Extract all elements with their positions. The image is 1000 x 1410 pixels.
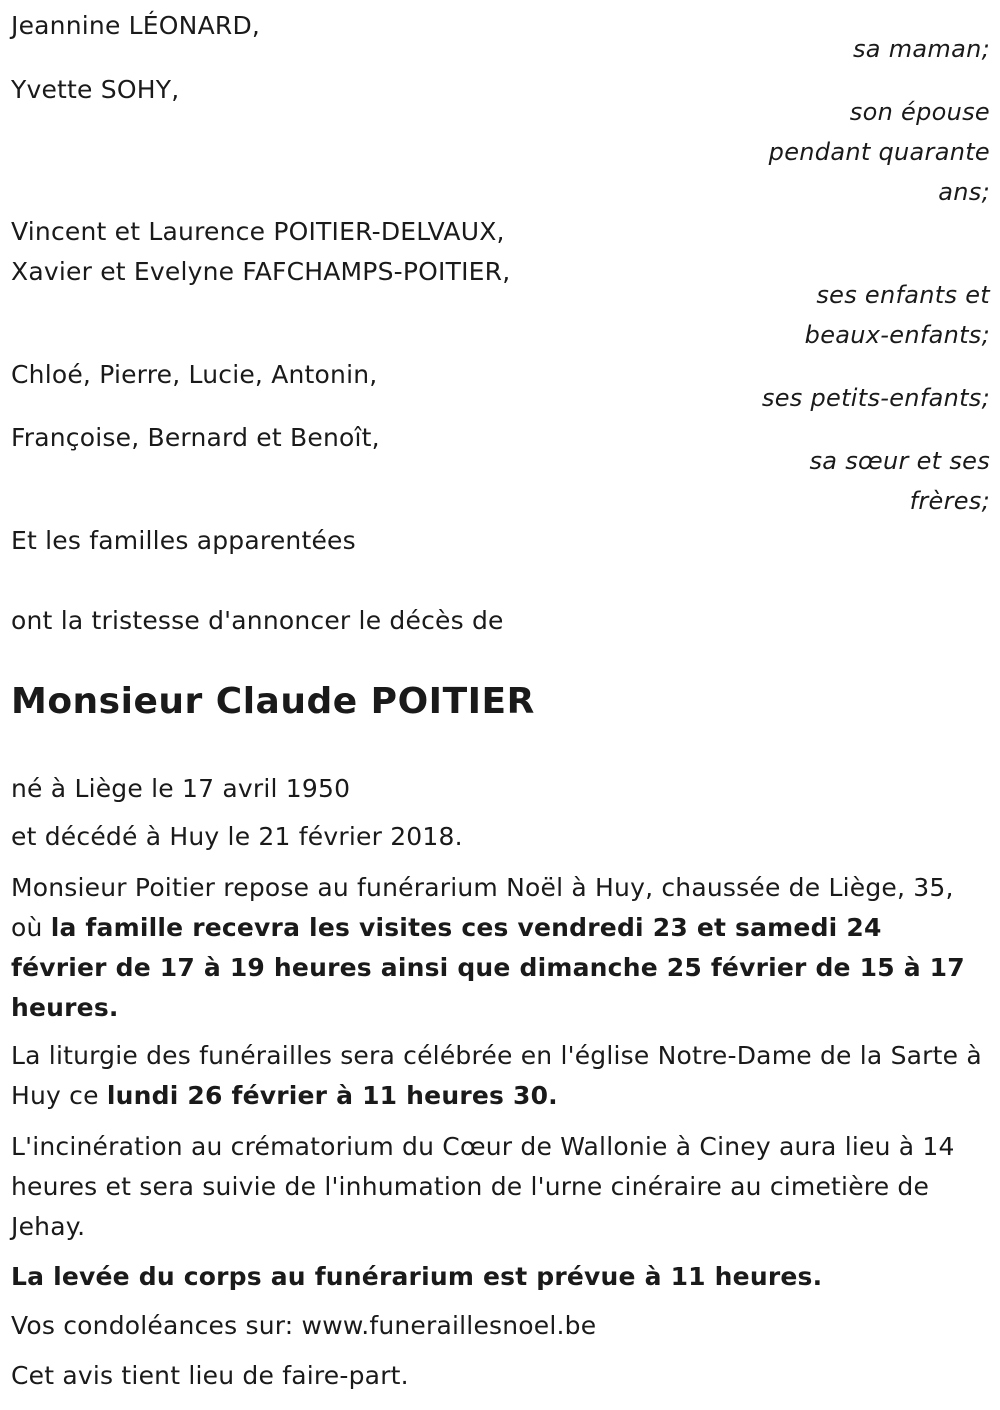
siblings-names: Françoise, Bernard et Benoît, (11, 423, 380, 452)
liturgy-time: lundi 26 février à 11 heures 30. (106, 1081, 558, 1110)
siblings-role-line2: frères; (909, 487, 990, 515)
mother-role: sa maman; (852, 35, 990, 63)
wife-role-line2: pendant quarante (768, 138, 990, 166)
relatives: Et les familles apparentées (11, 526, 356, 555)
notice: Cet avis tient lieu de faire-part. (11, 1361, 409, 1390)
liturgy-paragraph (11, 1036, 986, 1116)
children-role-line1: ses enfants et (816, 281, 990, 309)
visitation-intro: Monsieur Poitier repose au funérarium Noël à Huy, chaussée de Liège, 35, où (11, 873, 954, 942)
wife-role-line1: son épouse (849, 98, 990, 126)
deceased-name: Monsieur Claude POITIER (11, 681, 535, 722)
condolences: Vos condoléances sur: www.funeraillesnoel.be (11, 1311, 597, 1340)
children-line1: Vincent et Laurence POITIER-DELVAUX, (11, 217, 505, 246)
cremation-paragraph: L'incinération au crématorium du Cœur de Wallonie à Ciney aura lieu à 14 heures et sera suivie de l'inhumation de l'urne cinéraire au cimetière de Jehay. (11, 1132, 955, 1241)
death-info: et décédé à Huy le 21 février 2018. (11, 822, 463, 851)
birth-info: né à Liège le 17 avril 1950 (11, 774, 351, 803)
announcement: ont la tristesse d'annoncer le décès de (11, 606, 504, 635)
visitation-paragraph (11, 868, 986, 1028)
wife-role-line3: ans; (938, 178, 990, 206)
grandchildren-role: ses petits-enfants; (761, 384, 990, 412)
siblings-role-line1: sa sœur et ses (809, 447, 990, 475)
visitation-times: la famille recevra les visites ces vendredi 23 et samedi 24 février de 17 à 19 heures ainsi que dimanche 25 février de 15 à 17 heures. (11, 913, 965, 1022)
mother-name: Jeannine LÉONARD, (11, 11, 261, 40)
children-role-line2: beaux-enfants; (804, 321, 990, 349)
wife-name: Yvette SOHY, (11, 75, 180, 104)
children-line2: Xavier et Evelyne FAFCHAMPS-POITIER, (11, 257, 511, 286)
body-removal: La levée du corps au funérarium est prévue à 11 heures. (11, 1262, 823, 1291)
grandchildren-names: Chloé, Pierre, Lucie, Antonin, (11, 360, 378, 389)
liturgy-intro: La liturgie des funérailles sera célébrée en l'église Notre-Dame de la Sarte à Huy ce (11, 1041, 982, 1110)
